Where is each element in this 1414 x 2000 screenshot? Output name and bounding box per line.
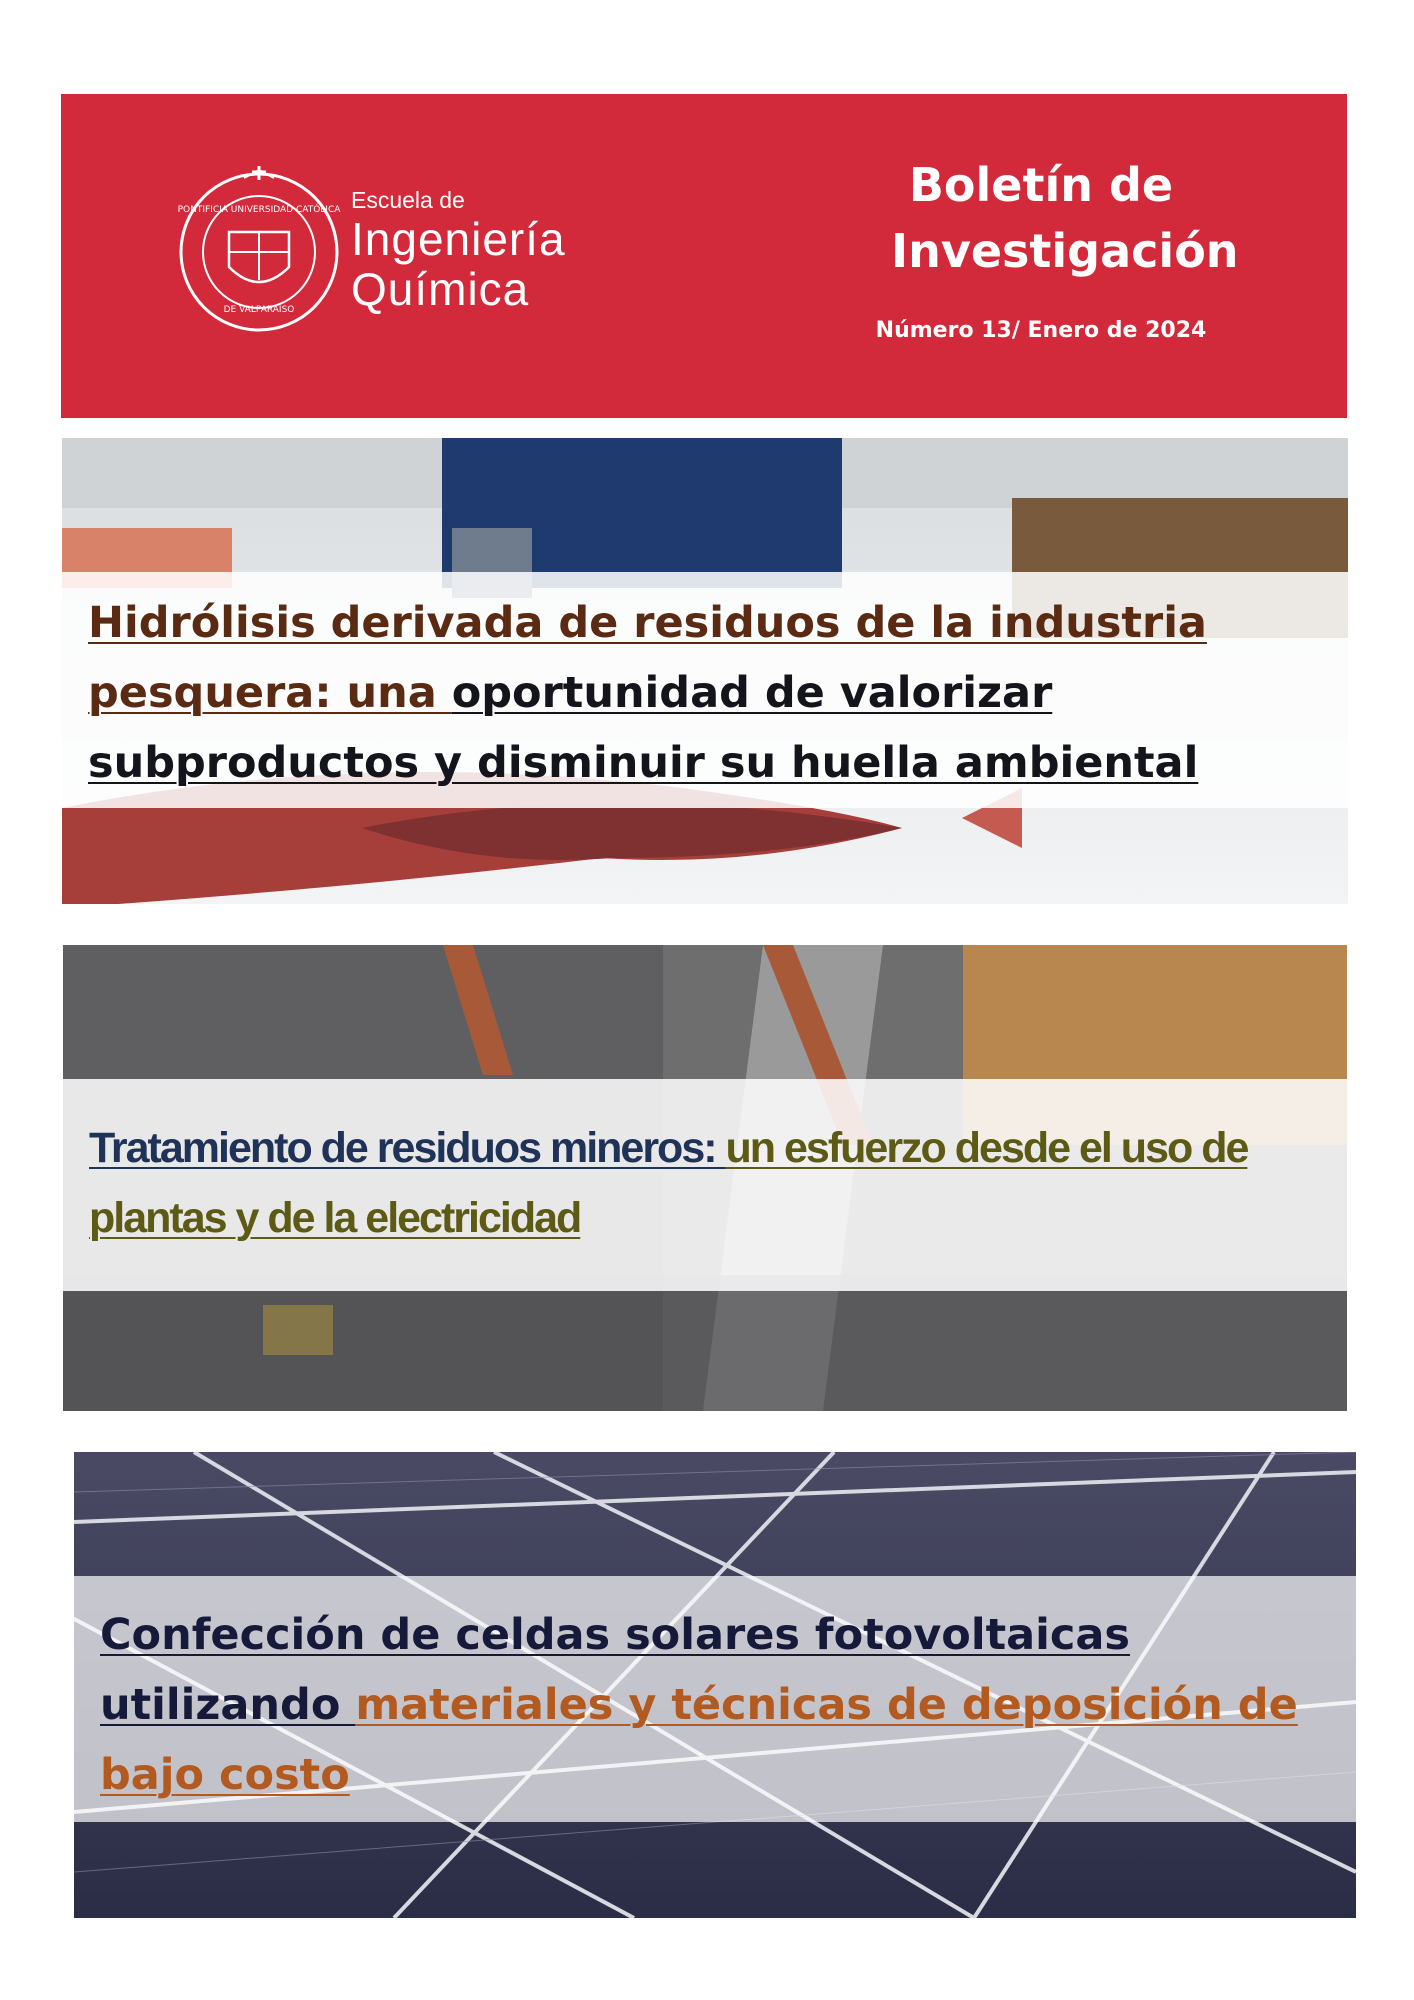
bulletin-title: Boletín de Investigación — [891, 158, 1239, 278]
article-headline-3[interactable] — [100, 1600, 1340, 1810]
headline-segment[interactable]: Hidrólisis derivada de residuos de la industria pesquera: una — [88, 598, 1207, 718]
article-card-1[interactable] — [62, 438, 1348, 904]
svg-text:DE VALPARAÍSO: DE VALPARAÍSO — [223, 305, 295, 315]
headline-segment[interactable]: Tratamiento de residuos mineros: — [89, 1124, 726, 1172]
headline-segment[interactable]: Confección de celdas solares fotovoltaicas utilizando — [100, 1610, 1130, 1730]
article-card-2[interactable] — [63, 945, 1347, 1411]
headline-segment[interactable]: oportunidad de valorizar subproductos y disminuir su huella ambiental — [88, 668, 1199, 788]
article-card-3[interactable] — [74, 1452, 1356, 1918]
article-headline-1[interactable] — [88, 588, 1298, 798]
university-seal-icon — [174, 162, 344, 332]
school-line-3: Química — [351, 263, 530, 315]
school-name — [351, 186, 566, 314]
school-line-1: Escuela de — [351, 187, 465, 213]
headline-segment[interactable]: materiales y técnicas de deposición de bajo costo — [100, 1680, 1298, 1800]
issue-number: Número 13/ Enero de 2024 — [875, 318, 1207, 343]
school-line-2: Ingeniería — [351, 213, 566, 265]
headline-segment[interactable]: un esfuerzo desde el uso de plantas y de la electricidad — [89, 1124, 1248, 1242]
article-headline-2[interactable] — [89, 1113, 1319, 1253]
svg-text:PONTIFICIA UNIVERSIDAD CATÓLIC: PONTIFICIA UNIVERSIDAD CATÓLICA — [177, 205, 341, 215]
bulletin-header — [61, 94, 1347, 418]
